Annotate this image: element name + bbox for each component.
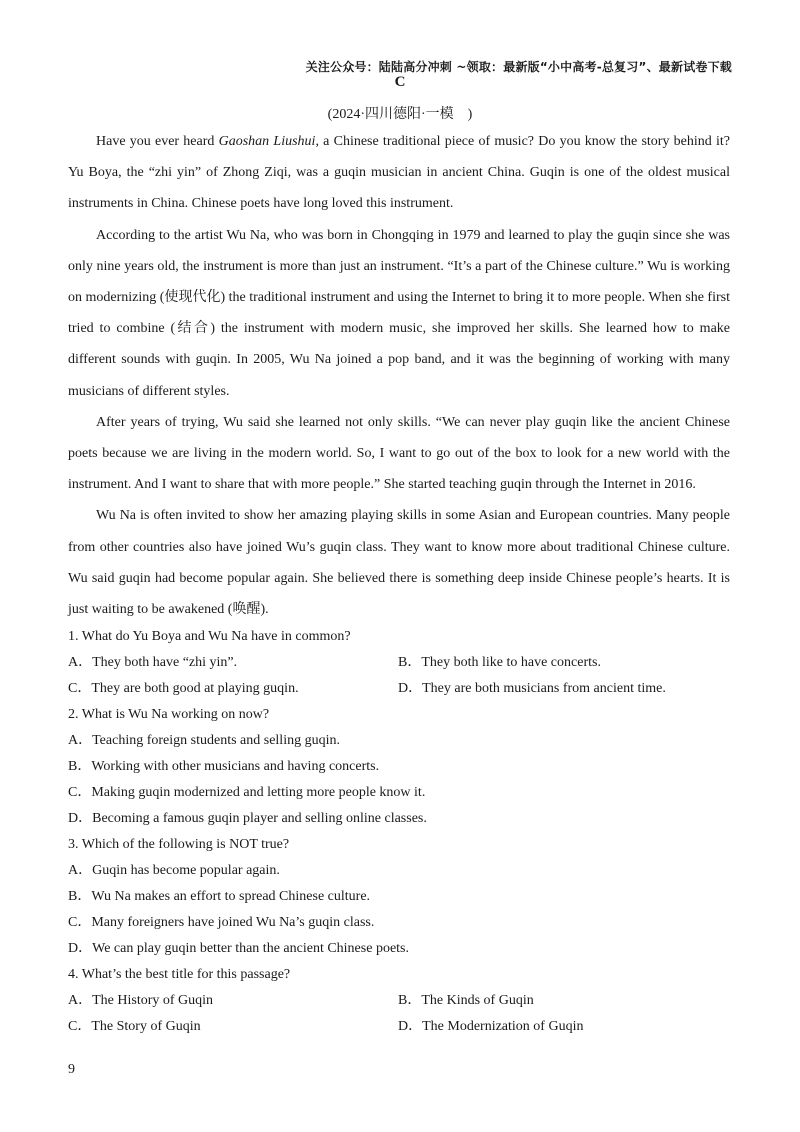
paragraph-1-lead: Have you ever heard	[96, 134, 219, 149]
paragraph-1-rest: , a Chinese traditional piece of music? Do you know the story behind it? Yu Boya, the “zhi yin” of Zhong Ziqi, was a guqin musician in ancient China. Guqin is one of the oldest musical instruments in China. Chinese poets have long loved this instrument.	[68, 134, 731, 212]
question-3-option-a[interactable]	[68, 858, 730, 884]
question-1-option-c[interactable]: C．They are both good at playing guqin.	[68, 681, 299, 696]
option-text: B．Wu Na makes an effort to spread Chinese culture.	[68, 889, 371, 904]
question-2-option-c[interactable]	[68, 780, 730, 806]
question-1-options-row-2	[68, 676, 730, 702]
question-1-option-a[interactable]: A．They both have “zhi yin”.	[68, 655, 238, 670]
paragraph-1	[68, 126, 730, 220]
question-1-option-b[interactable]: B．They both like to have concerts.	[398, 655, 601, 670]
option-text: A．Guqin has become popular again.	[68, 863, 280, 878]
question-2-option-a[interactable]	[68, 728, 730, 754]
question-2-stem: 2. What is Wu Na working on now?	[68, 707, 270, 722]
question-1-options-row-1	[68, 650, 730, 676]
paragraph-4: Wu Na is often invited to show her amazing playing skills in some Asian and European countries. Many people from other countries also have joined Wu’s guqin class. They want to know more about traditional Chinese culture. Wu said guqin had become popular again. She believed there is something deep inside Chinese people’s hearts. It is just waiting to be awakened (唤醒).	[68, 508, 730, 618]
question-4-options-row-1	[68, 988, 730, 1014]
option-text: C．Making guqin modernized and letting more people know it.	[68, 785, 426, 800]
option-text: D．We can play guqin better than the ancient Chinese poets.	[68, 941, 409, 956]
question-4-option-a[interactable]: A．The History of Guqin	[68, 993, 214, 1008]
music-title: Gaoshan Liushui	[218, 134, 316, 149]
question-3-option-d[interactable]	[68, 936, 730, 962]
question-1-stem: 1. What do Yu Boya and Wu Na have in common?	[68, 629, 351, 644]
option-text: C．Many foreigners have joined Wu Na’s guqin class.	[68, 915, 375, 930]
paragraph-2: According to the artist Wu Na, who was born in Chongqing in 1979 and learned to play the guqin since she was only nine years old, the instrument is more than just an instrument. “It’s a part of the Chinese culture.” Wu is working on modernizing (使现代化) the traditional instrument and using the Internet to bring it to more people. When she first tried to combine (结合) the instrument with modern music, she improved her skills. She learned how to make different sounds with guqin. In 2005, Wu Na joined a pop band, and it was the beginning of working with many musicians of different styles.	[68, 227, 730, 399]
header-note: 关注公众号：陆陆高分冲刺 ~领取：最新版“小中高考-总复习”、最新试卷下载	[305, 60, 732, 74]
question-3-stem: 3. Which of the following is NOT true?	[68, 837, 290, 852]
page-number: 9	[68, 1062, 75, 1077]
question-2-option-d[interactable]	[68, 806, 730, 832]
paragraph-3: After years of trying, Wu said she learned not only skills. “We can never play guqin like the ancient Chinese poets because we are living in the modern world. So, I want to go out of the box to look for a new world with the instrument. And I want to share that with more people.” She started teaching guqin through the Internet in 2016.	[68, 414, 730, 493]
question-3-option-b[interactable]	[68, 884, 730, 910]
question-4-stem: 4. What’s the best title for this passage?	[68, 967, 291, 982]
option-text: A．Teaching foreign students and selling guqin.	[68, 733, 340, 748]
question-list	[68, 624, 730, 1040]
question-4-option-c[interactable]: C．The Story of Guqin	[68, 1019, 201, 1034]
option-text: D．Becoming a famous guqin player and selling online classes.	[68, 811, 427, 826]
question-1-option-d[interactable]: D．They are both musicians from ancient time.	[398, 681, 666, 696]
question-4-options-row-2	[68, 1014, 730, 1040]
question-4-option-b[interactable]: B．The Kinds of Guqin	[398, 993, 534, 1008]
question-3-option-c[interactable]	[68, 910, 730, 936]
reading-passage	[68, 126, 730, 625]
option-text: B．Working with other musicians and having concerts.	[68, 759, 380, 774]
source-line: (2024·四川德阳·一模 )	[327, 107, 473, 122]
question-2-option-b[interactable]	[68, 754, 730, 780]
question-4-option-d[interactable]: D．The Modernization of Guqin	[398, 1019, 584, 1034]
section-letter: C	[394, 74, 406, 90]
